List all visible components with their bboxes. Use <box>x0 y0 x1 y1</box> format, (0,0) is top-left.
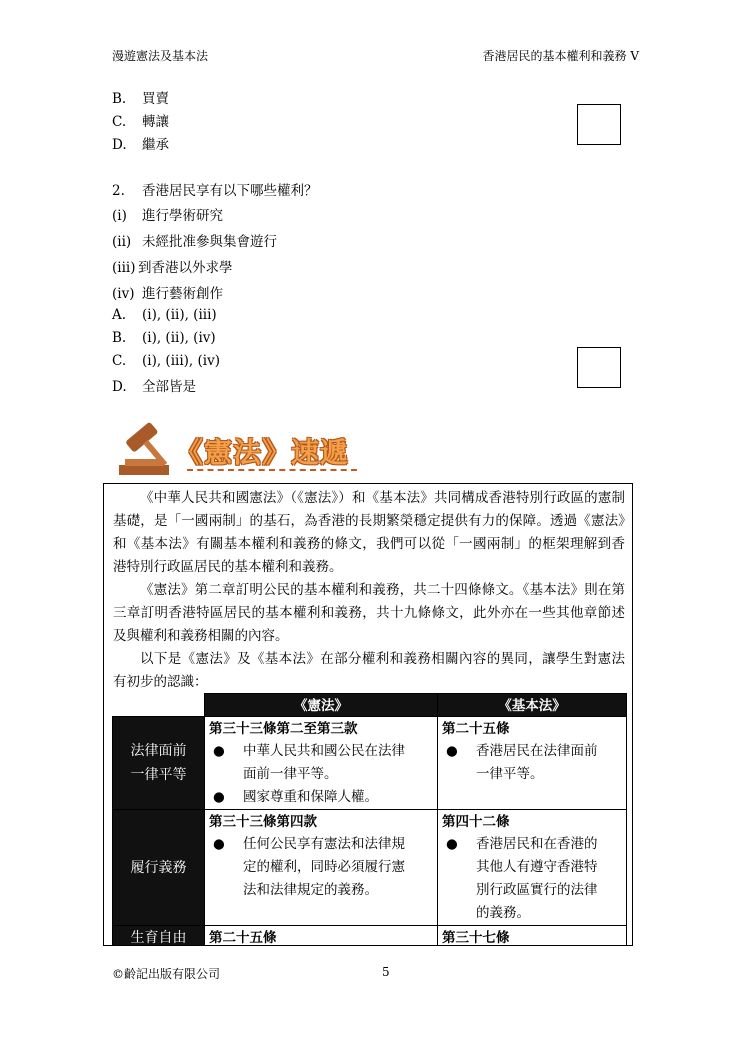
bullet-icon: ● <box>213 836 225 852</box>
q2-item-iii: (iii) 到香港以外求學 <box>112 260 233 276</box>
q1-option-b: B. 買賣 <box>112 91 169 107</box>
cell-basic-law-equality <box>438 717 627 810</box>
q1-option-c: C. 轉讓 <box>112 114 169 130</box>
row-label-equality: 法律面前 一律平等 <box>113 717 205 810</box>
row-label-reproduction: 生育自由 <box>113 926 205 947</box>
article-label: 第二十五條 <box>209 930 277 946</box>
intro-paragraph-1: 《中華人民共和國憲法》（《憲法》）和《基本法》共同構成香港特別行政區的憲制基礎，是「一國兩制」的基石，為香港的長期繁榮穩定提供有力的保障。透過《憲法》和《基本法》有關基本權利和義務的條文，我們可以從「一國兩制」的框架理解到香港特別行政區居民的基本權利和義務。 <box>113 490 625 575</box>
q2-option-d: D. 全部皆是 <box>112 379 196 395</box>
bullet-item: ● 國家尊重和保障人權。 <box>205 786 437 809</box>
article-label: 第四十二條 <box>442 814 510 830</box>
intro-text <box>104 484 632 694</box>
intro-paragraph-3: 以下是《憲法》及《基本法》在部分權利和義務相關內容的異同，讓學生對憲法有初步的認識： <box>113 651 625 690</box>
header-chapter-title: 香港居民的基本權利和義務 V <box>482 49 639 63</box>
q2-question: 2. 香港居民享有以下哪些權利？ <box>112 183 318 199</box>
article-label: 第三十三條第二至第三款 <box>209 721 358 737</box>
page-number: 5 <box>382 965 390 979</box>
bullet-icon: ● <box>446 743 458 759</box>
bullet-item: ● 香港居民和在香港的 其他人有遵守香港特 別行政區實行的法律 的義務。 <box>438 833 626 925</box>
bullet-item: ● 中華人民共和國公民在法律 面前一律平等。 <box>205 740 437 786</box>
article-label: 第二十五條 <box>442 721 510 737</box>
q1-option-d: D. 繼承 <box>112 137 169 153</box>
header-basic-law: 《基本法》 <box>438 694 627 717</box>
gavel-icon <box>115 417 177 479</box>
cell-basic-law-duties <box>438 810 627 926</box>
q2-item-ii: (ii) 未經批准參與集會遊行 <box>112 234 277 250</box>
q2-option-c: C. (i), (iii), (iv) <box>112 353 220 369</box>
comparison-table <box>112 693 627 946</box>
footer-publisher: ©齡記出版有限公司 <box>112 967 221 981</box>
table-row <box>113 810 627 926</box>
cell-constitution-duties <box>205 810 438 926</box>
table-header-row <box>113 694 627 717</box>
q2-answer-box[interactable] <box>577 347 621 388</box>
row-label-duties: 履行義務 <box>113 810 205 926</box>
bullet-item: ● 任何公民享有憲法和法律規 定的權利，同時必須履行憲 法和法律規定的義務。 <box>205 833 437 902</box>
table-row <box>113 717 627 810</box>
constitution-info-box <box>103 483 633 946</box>
table-corner-cell <box>113 694 205 717</box>
q2-item-i: (i) 進行學術研究 <box>112 208 223 224</box>
intro-paragraph-2: 《憲法》第二章訂明公民的基本權利和義務，共二十四條條文。《基本法》則在第三章訂明香港特區居民的基本權利和義務，共十九條條文，此外亦在一些其他章節述及與權利和義務相關的內容。 <box>113 582 625 644</box>
article-label: 第三十七條 <box>442 930 510 946</box>
bullet-icon: ● <box>213 743 225 759</box>
header-constitution: 《憲法》 <box>205 694 438 717</box>
banner-title: 《憲法》速遞 <box>175 436 350 469</box>
q2-option-a: A. (i), (ii), (iii) <box>112 307 217 323</box>
q1-answer-box[interactable] <box>577 104 621 145</box>
cell-constitution-equality <box>205 717 438 810</box>
header-book-title: 漫遊憲法及基本法 <box>112 49 209 63</box>
article-label: 第三十三條第四款 <box>209 814 317 830</box>
cell-basic-law-reproduction <box>438 926 627 947</box>
bullet-item: ● 香港居民在法律面前 一律平等。 <box>438 740 626 786</box>
banner-divider <box>187 469 357 471</box>
bullet-icon: ● <box>446 836 458 852</box>
section-banner <box>115 417 365 479</box>
cell-constitution-reproduction <box>205 926 438 947</box>
bullet-icon: ● <box>213 789 225 805</box>
table-row <box>113 926 627 947</box>
q2-item-iv: (iv) 進行藝術創作 <box>112 286 223 302</box>
q2-option-b: B. (i), (ii), (iv) <box>112 330 216 346</box>
